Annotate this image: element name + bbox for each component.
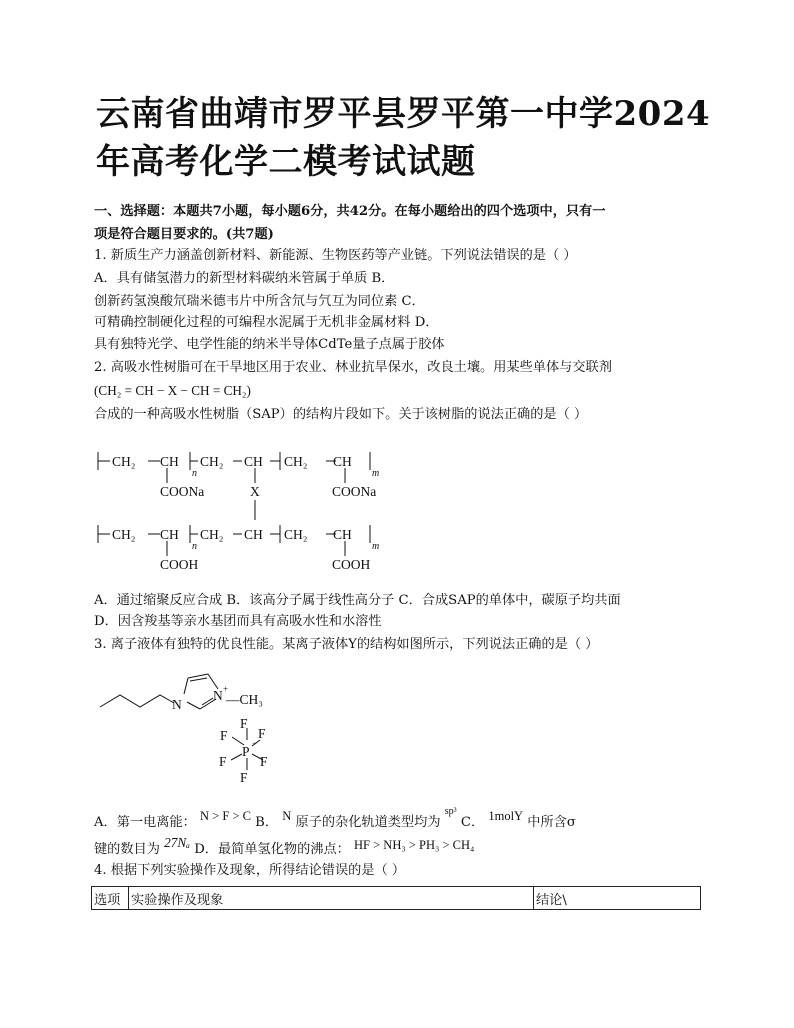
sap-ch2-4: CH₂ (112, 527, 136, 542)
ring-n-2: N (213, 688, 223, 703)
q4-table (91, 886, 701, 910)
p-atom: P (242, 744, 250, 759)
f-lower-left: F (219, 754, 227, 769)
q3-option-a-value: N > F > C (200, 809, 251, 823)
sap-coona-1: COONa (160, 484, 205, 499)
f-bottom: F (240, 770, 248, 785)
q2-option-d: D．因含羧基等亲水基团而具有高吸水性和水溶性 (94, 614, 382, 629)
sap-x: X (250, 484, 260, 499)
page-title: 云南省曲靖市罗平县罗平第一中学2024年高考化学二模考试试题 (96, 94, 711, 182)
sap-cooh-2: COOH (332, 557, 371, 572)
q3-option-d-label: D．最简单氢化物的沸点： (194, 842, 350, 857)
table-header-operation: 实验操作及现象 (129, 887, 534, 910)
sap-ch-2: CH (244, 454, 263, 469)
q1-option-b: 创新药氢溴酸氘瑞米德韦片中所含氘与氕互为同位素 C． (94, 294, 425, 309)
sap-structure-diagram (90, 440, 400, 580)
q3-sigma-count-value: 27Nₐ (164, 835, 190, 850)
sap-ch-1: CH (160, 454, 179, 469)
f-lower-right: F (260, 754, 268, 769)
sap-ch2-2: CH₂ (200, 454, 224, 469)
q1-option-d: 具有独特光学、电学性能的纳米半导体CdTe量子点属于胶体 (94, 337, 445, 352)
q3-option-c-label: C． (460, 815, 485, 830)
q3-options-line2 (94, 835, 475, 859)
sap-m-1: m (372, 468, 380, 479)
sap-ch-6: CH (333, 527, 352, 542)
sap-ch-5: CH (244, 527, 263, 542)
f-top: F (240, 716, 248, 731)
q3-option-b-label: B． (255, 815, 279, 830)
sap-ch2-3: CH₂ (284, 454, 308, 469)
sap-ch2-1: CH₂ (112, 454, 136, 469)
q1-stem: 1. 新质生产力涵盖创新材料、新能源、生物医药等产业链。下列说法错误的是（ ） (94, 248, 577, 263)
sap-ch-3: CH (333, 454, 352, 469)
q3-sigma-count-text: 键的数目为 (94, 842, 160, 857)
ring-plus-charge: + (223, 684, 229, 694)
sap-cooh-1: COOH (160, 557, 199, 572)
q2-stem: 2. 高吸水性树脂可在干旱地区用于农业、林业抗旱保水，改良土壤。用某些单体与交联剂 (94, 360, 612, 375)
q1-option-a: A．具有储氢潜力的新型材料碳纳米管属于单质 B． (94, 271, 395, 286)
q3-option-c-value: 1molY (488, 809, 524, 823)
sap-m-2: m (372, 541, 380, 552)
sap-coona-2: COONa (332, 484, 377, 499)
q2-options-abc: A．通过缩聚反应合成 B．该高分子属于线性高分子 C．合成SAP的单体中，碳原子均共面 (94, 593, 621, 608)
q3-option-c-text: 中所含σ (527, 815, 576, 830)
q3-option-b-sp3: sp³ (444, 806, 457, 817)
ring-n-1: N (172, 697, 182, 712)
section-heading-line1: 一、选择题：本题共7小题，每小题6分，共42分。在每小题给出的四个选项中，只有一 (94, 204, 606, 219)
q3-option-a-label: A．第一电离能： (94, 815, 196, 830)
q2-stem-continued: 合成的一种高吸水性树脂（SAP）的结构片段如下。关于该树脂的说法正确的是（ ） (94, 407, 588, 422)
sap-n-1: n (192, 468, 197, 479)
q3-option-d-value: HF > NH₃ > PH₃ > CH₄ (354, 838, 475, 852)
sap-ch-4: CH (160, 527, 179, 542)
sap-n-2: n (192, 541, 197, 552)
q3-option-b-text: 原子的杂化轨道类型均为 (295, 815, 441, 830)
f-upper-left: F (220, 728, 228, 743)
q4-stem: 4. 根据下列实验操作及现象，所得结论错误的是（ ） (94, 863, 406, 878)
methyl-group: —CH₃ (226, 692, 263, 707)
sap-ch2-6: CH₂ (284, 527, 308, 542)
q3-options-line1 (94, 806, 576, 833)
f-upper-right: F (258, 726, 266, 741)
sap-ch2-5: CH₂ (200, 527, 224, 542)
q2-crosslinker-formula: (CH₂ = CH − X − CH = CH₂) (94, 383, 251, 398)
q3-stem: 3. 离子液体有独特的优良性能。某离子液体Y的结构如图所示，下列说法正确的是（ ） (94, 637, 599, 652)
ionic-liquid-structure (92, 662, 312, 787)
table-header-option: 选项 (92, 887, 129, 910)
section-heading-line2: 项是符合题目要求的。(共7题) (94, 227, 274, 242)
p-minus-charge: − (252, 738, 258, 748)
q1-option-c: 可精确控制硬化过程的可编程水泥属于无机非金属材料 D． (94, 315, 439, 330)
table-header-conclusion: 结论\ (534, 887, 701, 910)
q3-option-b-n: N (282, 809, 292, 823)
table-row (92, 887, 701, 910)
